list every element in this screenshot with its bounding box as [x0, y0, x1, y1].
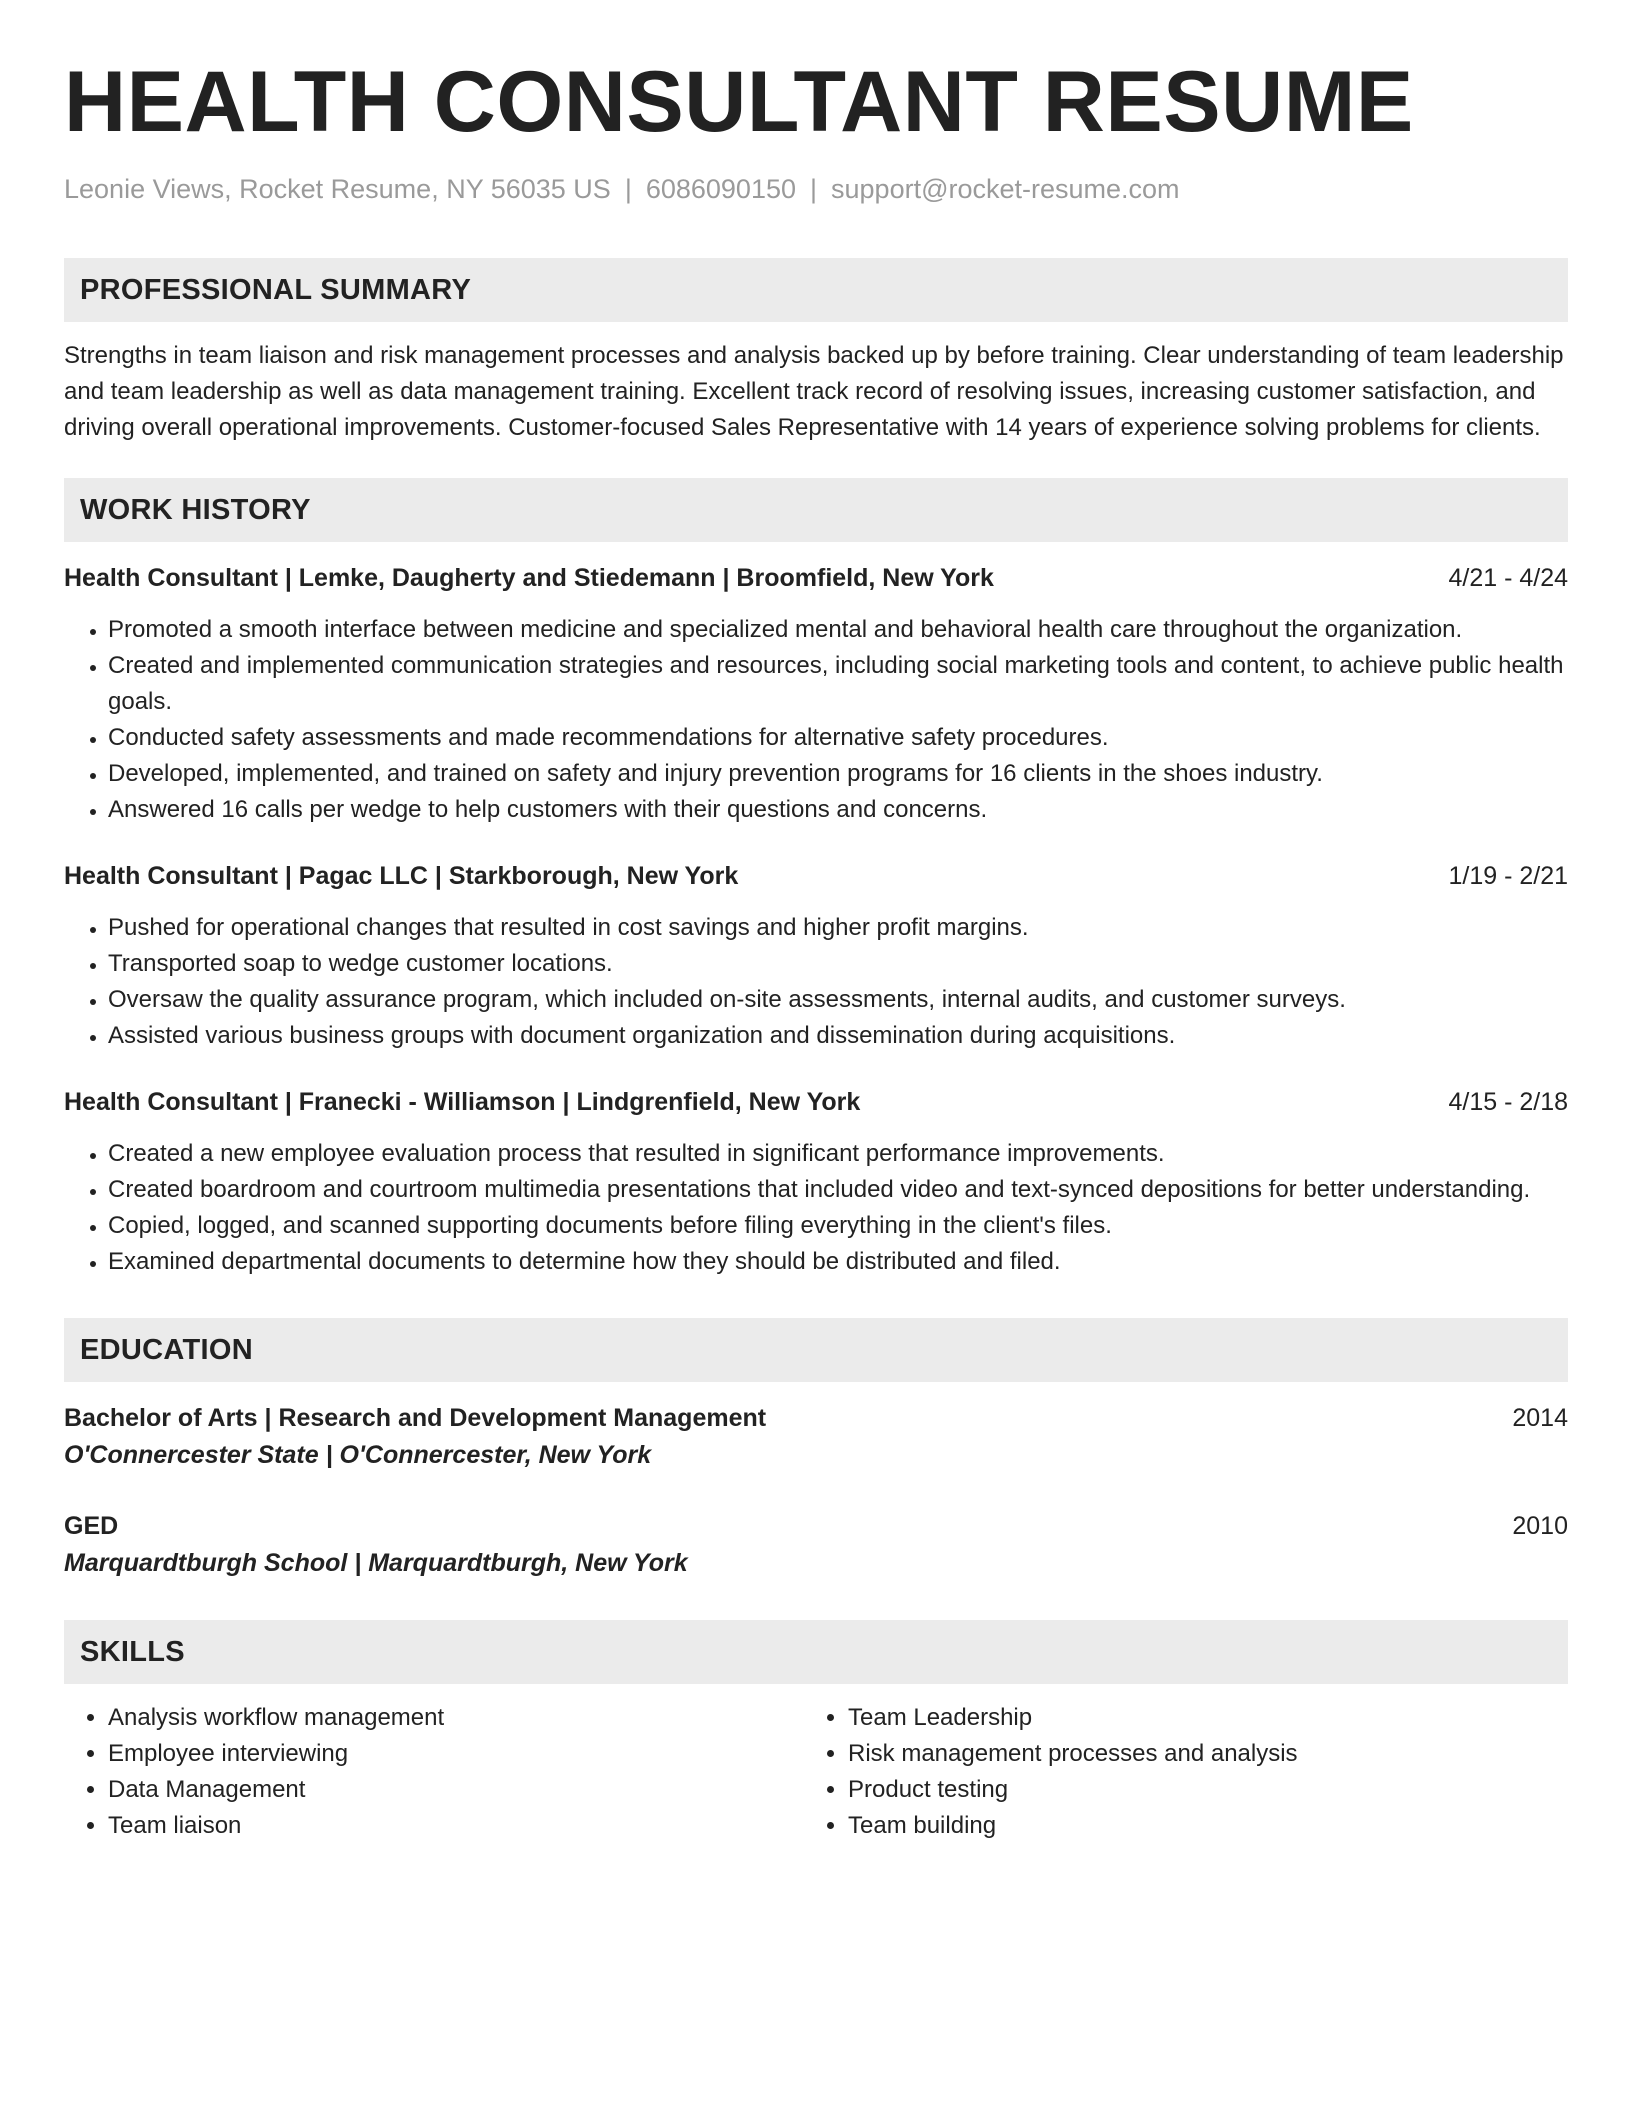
skill-item: • Analysis workflow management — [108, 1700, 804, 1736]
job-bullet: • Created boardroom and courtroom multimedia presentations that included video and text-synced depositions for better understanding. — [108, 1172, 1568, 1208]
school: O'Connercester State | O'Connercester, New York — [64, 1441, 652, 1469]
skill-item: • Data Management — [108, 1772, 804, 1808]
job-bullet: • Examined departmental documents to determine how they should be distributed and filed. — [108, 1244, 1568, 1280]
resume-title: HEALTH CONSULTANT RESUME — [64, 54, 1414, 150]
education-heading: EDUCATION — [64, 1318, 1568, 1382]
job-entry — [64, 858, 1568, 1054]
job-bullet: • Conducted safety assessments and made recommendations for alternative safety procedures. — [108, 720, 1568, 756]
job-title: Health Consultant | Lemke, Daugherty and Stiedemann | Broomfield, New York — [64, 564, 994, 592]
job-dates: 4/15 - 2/18 — [1448, 1088, 1568, 1116]
professional-summary-heading: PROFESSIONAL SUMMARY — [64, 258, 1568, 322]
skill-item: • Product testing — [848, 1772, 1560, 1808]
degree: Bachelor of Arts | Research and Development Management — [64, 1404, 767, 1432]
graduation-year: 2014 — [1512, 1404, 1568, 1432]
job-bullet: • Assisted various business groups with document organization and dissemination during acquisitions. — [108, 1018, 1568, 1054]
contact-address: Leonie Views, Rocket Resume, NY 56035 US — [64, 174, 611, 204]
job-bullet: • Pushed for operational changes that resulted in cost savings and higher profit margins. — [108, 910, 1568, 946]
job-bullet: • Promoted a smooth interface between medicine and specialized mental and behavioral health care throughout the organization. — [108, 612, 1568, 648]
contact-email: support@rocket-resume.com — [831, 174, 1180, 204]
skill-item: • Risk management processes and analysis — [848, 1736, 1560, 1772]
education-entry — [64, 1508, 1568, 1582]
skills-heading: SKILLS — [64, 1620, 1568, 1684]
job-bullet: • Transported soap to wedge customer locations. — [108, 946, 1568, 982]
job-bullets — [64, 612, 1568, 828]
education-entry — [64, 1400, 1568, 1474]
degree: GED — [64, 1512, 119, 1540]
skills-column-right — [804, 1700, 1560, 1844]
job-bullet: • Answered 16 calls per wedge to help customers with their questions and concerns. — [108, 792, 1568, 828]
job-dates: 1/19 - 2/21 — [1448, 862, 1568, 890]
skill-item: • Team building — [848, 1808, 1560, 1844]
skills-list — [64, 1700, 1568, 1844]
job-bullet: • Developed, implemented, and trained on safety and injury prevention programs for 16 clients in the shoes industry. — [108, 756, 1568, 792]
skill-item: • Team liaison — [108, 1808, 804, 1844]
skill-item: • Team Leadership — [848, 1700, 1560, 1736]
professional-summary-text: Strengths in team liaison and risk management processes and analysis backed up by before training. Clear understanding of team leadership and team leadership as well as data management training. Excellent track record of resolving issues, increasing customer satisfaction, and driving overall operational improvements. Customer-focused Sales Representative with 14 years of experience solving problems for clients. — [64, 342, 1564, 441]
contact-separator: | — [810, 174, 818, 204]
job-title: Health Consultant | Franecki - Williamson | Lindgrenfield, New York — [64, 1088, 861, 1116]
job-bullet: • Oversaw the quality assurance program, which included on-site assessments, internal audits, and customer surveys. — [108, 982, 1568, 1018]
graduation-year: 2010 — [1512, 1512, 1568, 1540]
job-entry — [64, 560, 1568, 828]
contact-line — [64, 172, 1568, 206]
job-entry — [64, 1084, 1568, 1280]
skill-item: • Employee interviewing — [108, 1736, 804, 1772]
job-bullet: • Created a new employee evaluation process that resulted in significant performance improvements. — [108, 1136, 1568, 1172]
contact-phone: 6086090150 — [645, 174, 796, 204]
contact-separator: | — [624, 174, 632, 204]
job-title: Health Consultant | Pagac LLC | Starkborough, New York — [64, 862, 739, 890]
job-bullet: • Copied, logged, and scanned supporting documents before filing everything in the client's files. — [108, 1208, 1568, 1244]
school: Marquardtburgh School | Marquardtburgh, New York — [64, 1549, 688, 1577]
job-bullets — [64, 910, 1568, 1054]
job-dates: 4/21 - 4/24 — [1448, 564, 1568, 592]
job-bullets — [64, 1136, 1568, 1280]
job-bullet: • Created and implemented communication strategies and resources, including social marketing tools and content, to achieve public health goals. — [108, 648, 1568, 720]
work-history-heading: WORK HISTORY — [64, 478, 1568, 542]
skills-column-left — [64, 1700, 804, 1844]
